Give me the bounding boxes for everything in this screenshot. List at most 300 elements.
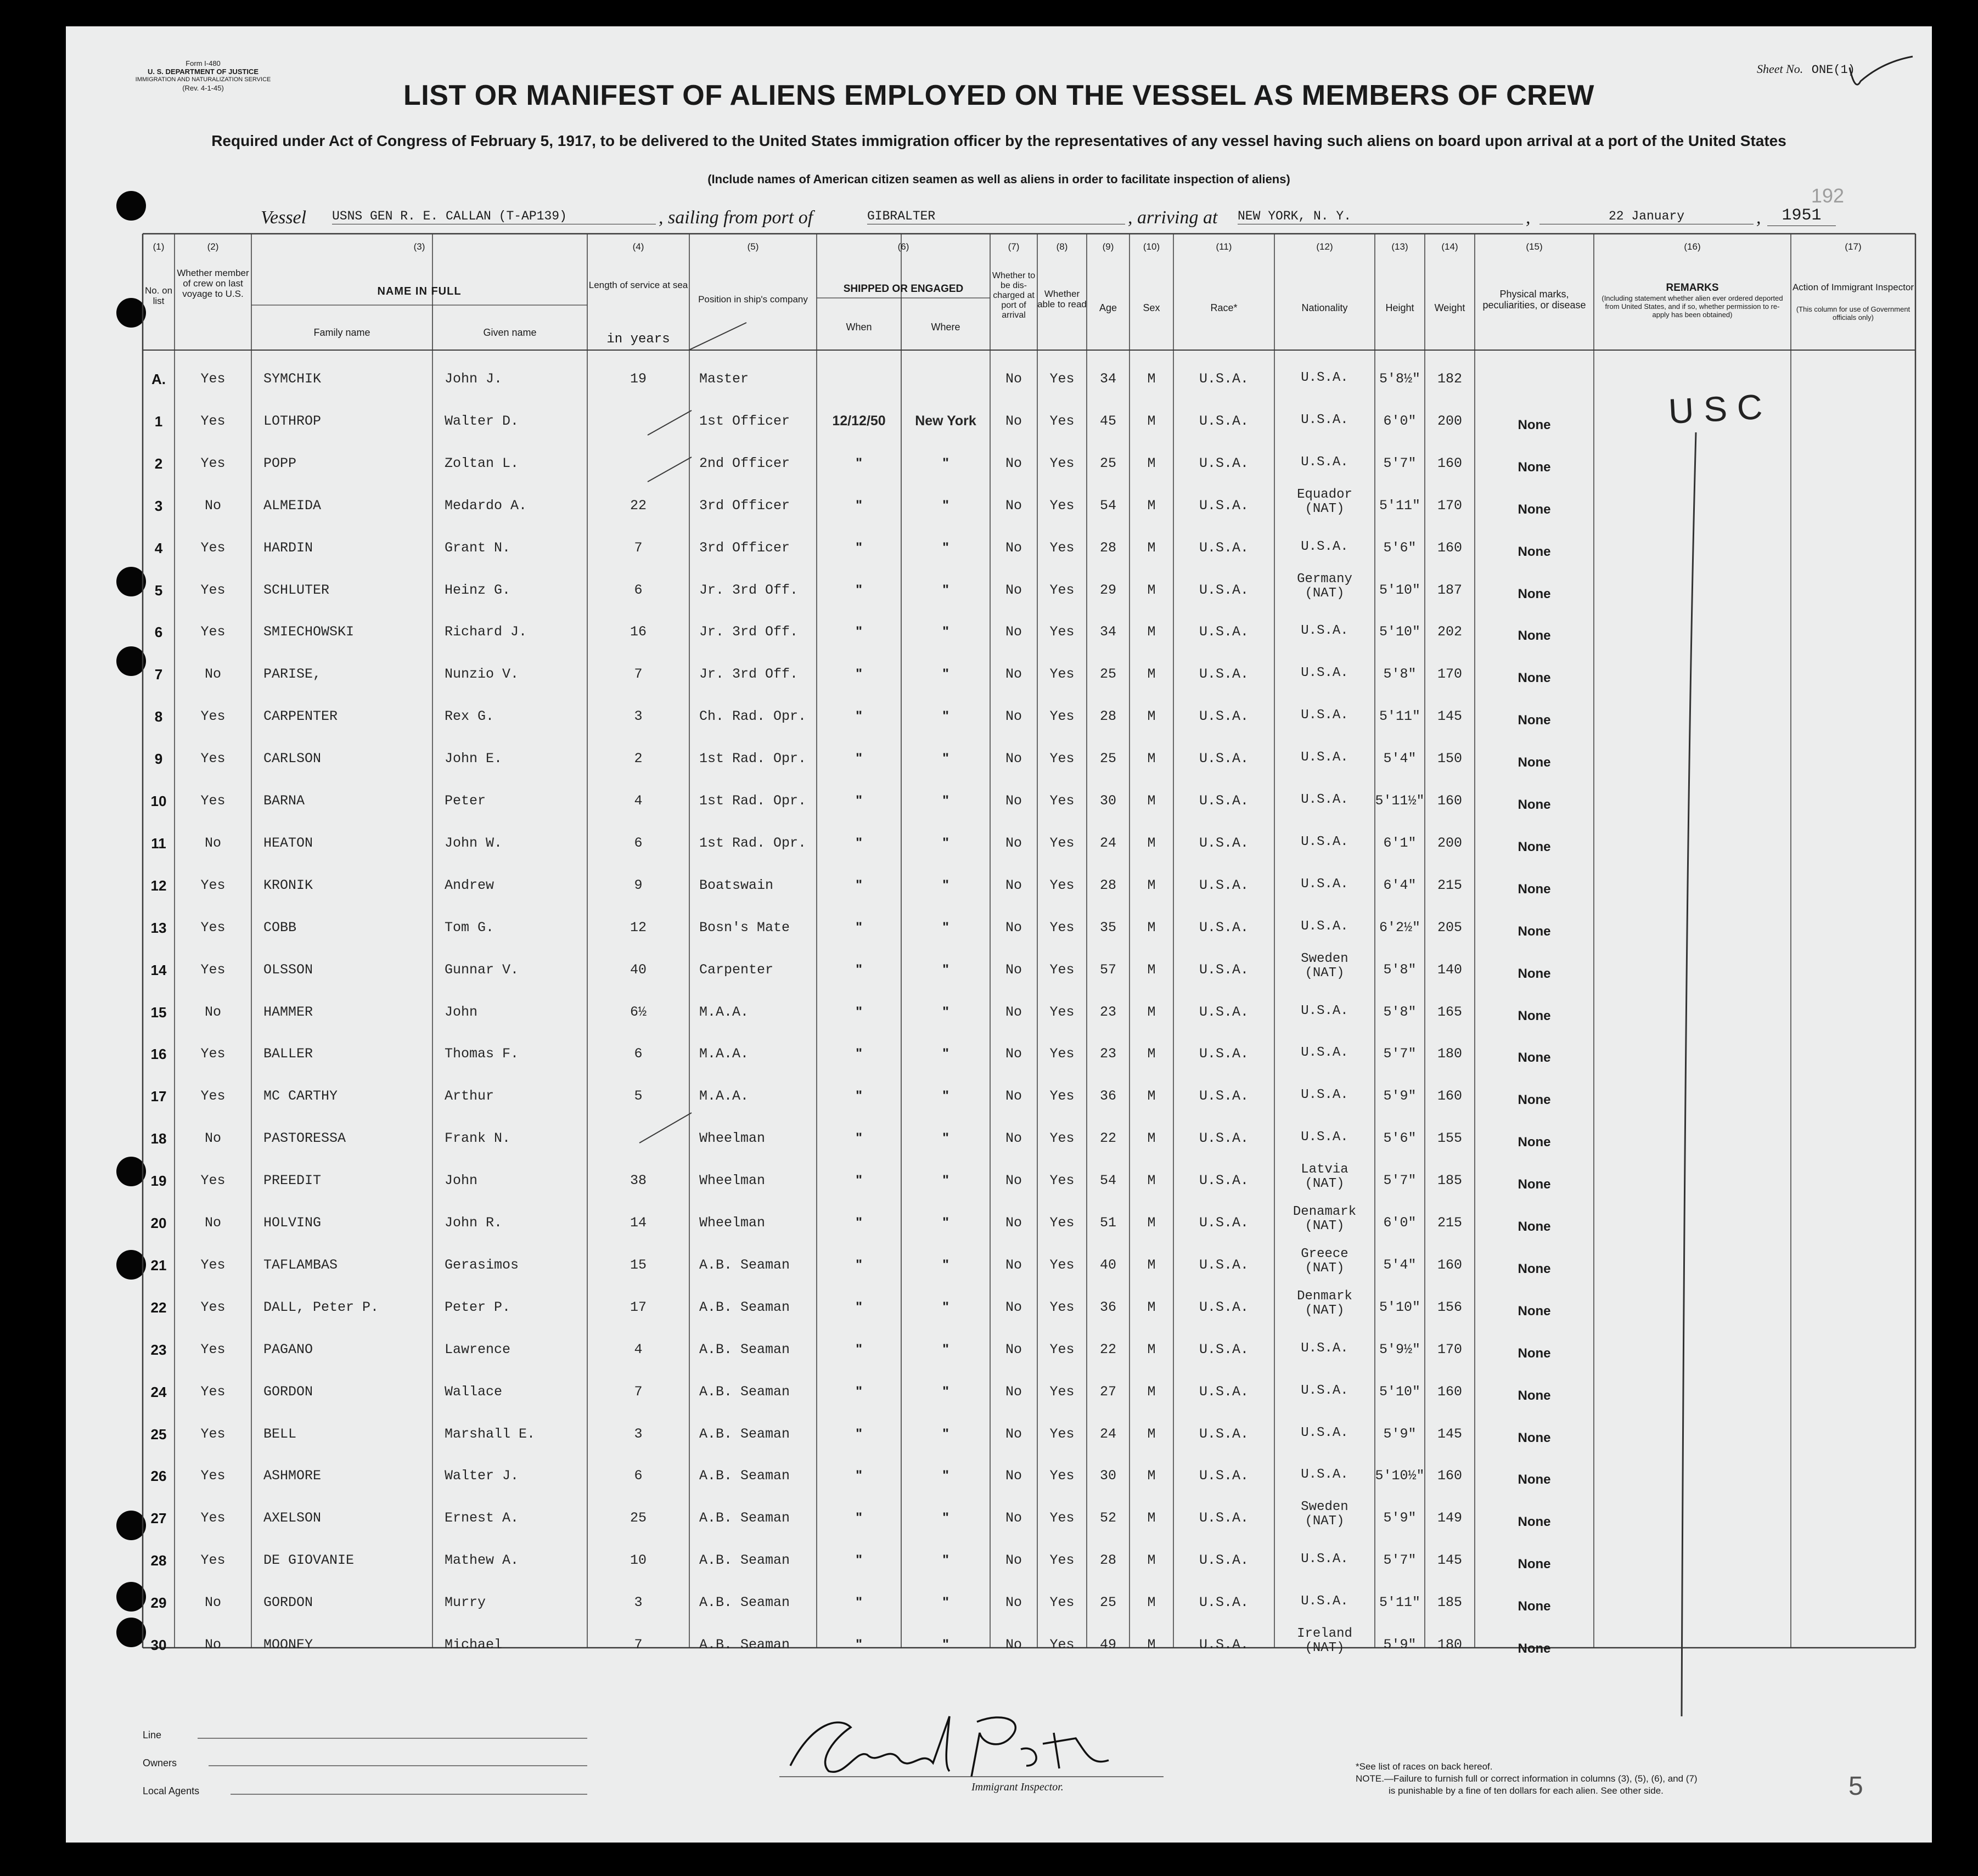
discharged-cell: No [1005, 793, 1022, 809]
given-name-cell: John [445, 1004, 478, 1020]
row-number: 14 [150, 961, 167, 978]
discharged-cell: No [1005, 1257, 1022, 1273]
weight-cell: 165 [1437, 1004, 1462, 1020]
column-number-17: (17) [1845, 241, 1862, 252]
row-number: 18 [150, 1130, 167, 1147]
physical-marks-cell: None [1518, 966, 1551, 981]
header-remarks-note: (Including statement whether alien ever ordered deported from United States, and if so, whether permission to re-apply has been obtained) [1601, 294, 1783, 319]
given-name-cell: John [445, 1173, 478, 1189]
prev-voyage-cell: Yes [200, 1468, 226, 1484]
discharged-cell: No [1005, 666, 1022, 683]
family-name-cell: PASTORESSA [263, 1130, 346, 1147]
discharged-cell: No [1005, 371, 1022, 387]
physical-marks-cell: None [1518, 628, 1551, 644]
sex-cell: M [1147, 1341, 1156, 1357]
nationality-cell: U.S.A. [1301, 1552, 1348, 1567]
manifest-sheet [66, 26, 1932, 1843]
column-number-9: (9) [1102, 241, 1114, 252]
family-name-cell: KRONIK [263, 877, 313, 893]
weight-cell: 160 [1437, 455, 1462, 471]
discharged-cell: No [1005, 751, 1022, 767]
row-number: 17 [150, 1088, 167, 1105]
service-years-cell: 22 [630, 497, 647, 514]
discharged-cell: No [1005, 539, 1022, 556]
sex-cell: M [1147, 1257, 1156, 1273]
nationality-cell: U.S.A. [1301, 750, 1348, 765]
age-cell: 36 [1099, 1299, 1116, 1315]
row-number: 12 [150, 877, 167, 894]
prev-voyage-cell: No [204, 1130, 221, 1147]
age-cell: 23 [1099, 1046, 1116, 1062]
race-cell: U.S.A. [1199, 413, 1249, 429]
stamp-number: 192 [1811, 184, 1844, 207]
physical-marks-cell: None [1518, 1388, 1551, 1403]
prev-voyage-cell: Yes [200, 751, 226, 767]
shipped-when-cell: " [856, 1046, 862, 1062]
given-name-cell: Marshall E. [445, 1426, 536, 1442]
family-name-cell: POPP [263, 455, 297, 471]
age-cell: 25 [1099, 455, 1116, 471]
footer-agents-label: Local Agents [143, 1785, 200, 1796]
able-to-read-cell: Yes [1049, 1468, 1075, 1484]
footnote-penalty-cont: is punishable by a fine of ten dollars for each alien. See other side. [1389, 1785, 1664, 1796]
header-shipped-engaged: SHIPPED OR ENGAGED [843, 283, 964, 295]
nationality-cell: U.S.A. [1301, 1594, 1348, 1609]
row-number: 2 [154, 455, 163, 472]
age-cell: 54 [1099, 497, 1116, 514]
race-cell: U.S.A. [1199, 582, 1249, 598]
able-to-read-cell: Yes [1049, 1215, 1075, 1231]
family-name-cell: TAFLAMBAS [263, 1257, 338, 1273]
height-cell: 5'11" [1379, 1595, 1420, 1611]
shipped-when-cell: " [856, 582, 862, 598]
row-number: 24 [150, 1383, 167, 1400]
service-name: IMMIGRATION AND NATURALIZATION SERVICE [135, 76, 271, 83]
able-to-read-cell: Yes [1049, 582, 1075, 598]
service-years-cell: 4 [634, 793, 643, 809]
nationality-line: Denmark [1297, 1288, 1352, 1304]
prev-voyage-cell: Yes [200, 1173, 226, 1189]
discharged-cell: No [1005, 497, 1022, 514]
able-to-read-cell: Yes [1049, 413, 1075, 429]
height-cell: 6'1" [1383, 835, 1417, 851]
physical-marks-cell: None [1518, 839, 1551, 854]
sex-cell: M [1147, 1426, 1156, 1442]
service-years-cell: 3 [634, 1426, 643, 1442]
given-name-cell: Rex G. [445, 708, 494, 725]
document-subnote: (Include names of American citizen seamen as well as aliens in order to facilitate inspection of aliens) [707, 172, 1290, 186]
shipped-where-cell: " [942, 835, 949, 850]
nationality-cell: U.S.A. [1301, 1383, 1348, 1398]
sex-cell: M [1147, 1004, 1156, 1020]
sheet-number-label: Sheet No. [1756, 62, 1803, 76]
header-sex: Sex [1143, 302, 1160, 313]
naturalized-mark: (NAT) [1305, 1219, 1345, 1233]
race-cell: U.S.A. [1199, 919, 1249, 936]
arriving-label: , arriving at [1128, 207, 1218, 228]
height-cell: 5'11½" [1375, 793, 1425, 809]
shipped-where-cell: New York [915, 413, 976, 429]
discharged-cell: No [1005, 1299, 1022, 1315]
position-cell: 3rd Officer [699, 497, 790, 514]
weight-cell: 170 [1437, 666, 1462, 683]
able-to-read-cell: Yes [1049, 1257, 1075, 1273]
physical-marks-cell: None [1518, 1177, 1551, 1192]
race-cell: U.S.A. [1199, 835, 1249, 851]
nationality-cell: U.S.A. [1301, 666, 1348, 681]
given-name-cell: Medardo A. [445, 497, 527, 514]
row-number: 13 [150, 919, 167, 936]
age-cell: 52 [1099, 1510, 1116, 1526]
discharged-cell: No [1005, 455, 1022, 471]
age-cell: 24 [1099, 835, 1116, 851]
race-cell: U.S.A. [1199, 539, 1249, 556]
shipped-where-cell: " [942, 1552, 949, 1568]
given-name-cell: Mathew A. [445, 1552, 519, 1569]
footer-line-label: Line [143, 1729, 162, 1740]
naturalized-mark: (NAT) [1305, 585, 1345, 601]
age-cell: 28 [1099, 1552, 1116, 1569]
shipped-where-cell: " [942, 1173, 949, 1188]
row-number: 4 [154, 539, 163, 556]
family-name-cell: HOLVING [263, 1215, 322, 1231]
weight-cell: 160 [1437, 793, 1462, 809]
position-cell: Jr. 3rd Off. [699, 582, 799, 598]
prev-voyage-cell: No [204, 1215, 221, 1231]
discharged-cell: No [1005, 582, 1022, 598]
vessel-label: Vessel [261, 207, 307, 228]
shipped-when-cell: " [856, 961, 862, 977]
sex-cell: M [1147, 455, 1156, 471]
shipped-where-cell: " [942, 1046, 949, 1062]
physical-marks-cell: None [1518, 1599, 1551, 1614]
physical-marks-cell: None [1518, 1050, 1551, 1066]
service-years-cell: 12 [630, 919, 647, 936]
shipped-when-cell: " [856, 1383, 862, 1399]
nationality-cell [1274, 1500, 1375, 1529]
vessel-line: Vessel USNS GEN R. E. CALLAN (T-AP139) , sailing from port of GIBRALTER , arriving at NEW YORK, N. Y. , 22 January , 1951 [261, 207, 1836, 235]
height-cell: 5'7" [1383, 1173, 1417, 1189]
sex-cell: M [1147, 1468, 1156, 1484]
service-years-cell: 15 [630, 1257, 647, 1273]
position-cell: A.B. Seaman [699, 1426, 790, 1442]
weight-cell: 145 [1437, 1552, 1462, 1569]
nationality-line: Greece [1301, 1246, 1348, 1261]
shipped-where-cell: " [942, 708, 949, 724]
height-cell: 5'10" [1379, 1383, 1420, 1400]
age-cell: 30 [1099, 1468, 1116, 1484]
inspector-label: Immigrant Inspector. [971, 1781, 1064, 1793]
family-name-cell: ALMEIDA [263, 497, 322, 514]
age-cell: 30 [1099, 793, 1116, 809]
row-number: 15 [150, 1004, 167, 1021]
family-name-cell: SYMCHIK [263, 371, 322, 387]
nationality-cell: U.S.A. [1301, 1340, 1348, 1356]
height-cell: 5'9½" [1379, 1341, 1420, 1357]
able-to-read-cell: Yes [1049, 877, 1075, 893]
nationality-cell [1274, 952, 1375, 981]
physical-marks-cell: None [1518, 797, 1551, 812]
able-to-read-cell: Yes [1049, 1341, 1075, 1357]
given-name-cell: Peter [445, 793, 486, 809]
header-service-unit: in years [606, 332, 670, 347]
family-name-cell: DE GIOVANIE [263, 1552, 355, 1569]
weight-cell: 160 [1437, 539, 1462, 556]
nationality-cell [1274, 572, 1375, 601]
family-name-cell: GORDON [263, 1383, 313, 1400]
physical-marks-cell: None [1518, 1261, 1551, 1276]
position-cell: A.B. Seaman [699, 1552, 790, 1569]
position-cell: Wheelman [699, 1173, 766, 1189]
discharged-cell: No [1005, 1637, 1022, 1653]
physical-marks-cell: None [1518, 713, 1551, 728]
shipped-when-cell: " [856, 1004, 862, 1019]
physical-marks-cell: None [1518, 1219, 1551, 1234]
age-cell: 34 [1099, 624, 1116, 640]
sex-cell: M [1147, 666, 1156, 683]
sex-cell: M [1147, 708, 1156, 725]
service-years-cell: 7 [634, 1383, 643, 1400]
position-cell: Boatswain [699, 877, 774, 893]
shipped-when-cell: " [856, 1510, 862, 1526]
age-cell: 49 [1099, 1637, 1116, 1653]
row-number: 21 [150, 1257, 167, 1274]
weight-cell: 200 [1437, 413, 1462, 429]
shipped-where-cell: " [942, 1257, 949, 1272]
able-to-read-cell: Yes [1049, 1046, 1075, 1062]
shipped-where-cell: " [942, 624, 949, 640]
race-cell: U.S.A. [1199, 1088, 1249, 1105]
able-to-read-cell: Yes [1049, 1426, 1075, 1442]
discharged-cell: No [1005, 1173, 1022, 1189]
given-name-cell: Gunnar V. [445, 961, 519, 978]
able-to-read-cell: Yes [1049, 1173, 1075, 1189]
height-cell: 5'11" [1379, 708, 1420, 725]
race-cell: U.S.A. [1199, 961, 1249, 978]
position-cell: Master [699, 371, 749, 387]
shipped-where-cell: " [942, 1004, 949, 1019]
prev-voyage-cell: Yes [200, 1299, 226, 1315]
height-cell: 5'9" [1383, 1088, 1417, 1105]
service-years-cell: 17 [630, 1299, 647, 1315]
nationality-cell: U.S.A. [1301, 792, 1348, 807]
family-name-cell: SMIECHOWSKI [263, 624, 355, 640]
discharged-cell: No [1005, 1595, 1022, 1611]
nationality-cell [1274, 1163, 1375, 1191]
prev-voyage-cell: Yes [200, 793, 226, 809]
punch-hole [116, 1157, 146, 1186]
revision-date: (Rev. 4-1-45) [182, 84, 224, 92]
service-years-cell: 40 [630, 961, 647, 978]
header-height: Height [1385, 302, 1414, 313]
header-remarks: REMARKS [1666, 282, 1719, 294]
physical-marks-cell: None [1518, 671, 1551, 686]
sex-cell: M [1147, 624, 1156, 640]
height-cell: 5'8" [1383, 666, 1417, 683]
race-cell: U.S.A. [1199, 371, 1249, 387]
service-years-cell: 38 [630, 1173, 647, 1189]
nationality-cell: U.S.A. [1301, 834, 1348, 849]
row-number: 6 [154, 624, 163, 641]
row-number: 19 [150, 1173, 167, 1190]
age-cell: 40 [1099, 1257, 1116, 1273]
discharged-cell: No [1005, 961, 1022, 978]
remarks-note: USC [1667, 386, 1773, 431]
age-cell: 22 [1099, 1341, 1116, 1357]
prev-voyage-cell: Yes [200, 1046, 226, 1062]
row-number: 25 [150, 1426, 167, 1443]
weight-cell: 160 [1437, 1257, 1462, 1273]
nationality-cell [1274, 1205, 1375, 1233]
physical-marks-cell: None [1518, 1135, 1551, 1150]
column-number-16: (16) [1684, 241, 1701, 252]
able-to-read-cell: Yes [1049, 1637, 1075, 1653]
naturalized-mark: (NAT) [1305, 965, 1345, 981]
shipped-where-cell: " [942, 877, 949, 893]
service-years-cell: 3 [634, 708, 643, 725]
sex-cell: M [1147, 877, 1156, 893]
physical-marks-cell: None [1518, 1514, 1551, 1530]
shipped-where-cell: " [942, 1383, 949, 1399]
family-name-cell: OLSSON [263, 961, 313, 978]
column-number-2: (2) [207, 241, 219, 252]
family-name-cell: HEATON [263, 835, 313, 851]
nationality-cell: U.S.A. [1301, 708, 1348, 723]
sex-cell: M [1147, 1215, 1156, 1231]
weight-cell: 202 [1437, 624, 1462, 640]
position-cell: M.A.A. [699, 1004, 749, 1020]
arrival-date: 22 January [1539, 209, 1754, 224]
naturalized-mark: (NAT) [1305, 1641, 1345, 1655]
height-cell: 5'10" [1379, 582, 1420, 598]
shipped-when-cell: " [856, 1595, 862, 1610]
row-number: 7 [154, 666, 163, 683]
prev-voyage-cell: Yes [200, 961, 226, 978]
naturalized-mark: (NAT) [1305, 1303, 1345, 1318]
shipped-where-cell: " [942, 1510, 949, 1526]
given-name-cell: Nunzio V. [445, 666, 519, 683]
age-cell: 28 [1099, 877, 1116, 893]
shipped-where-cell: " [942, 455, 949, 471]
race-cell: U.S.A. [1199, 1468, 1249, 1484]
height-cell: 5'8½" [1379, 371, 1420, 387]
shipped-where-cell: " [942, 666, 949, 682]
header-length-service: Length of service at sea [588, 280, 688, 290]
able-to-read-cell: Yes [1049, 455, 1075, 471]
able-to-read-cell: Yes [1049, 1088, 1075, 1105]
footer-blank-lines [176, 1733, 593, 1804]
discharged-cell: No [1005, 1383, 1022, 1400]
race-cell: U.S.A. [1199, 455, 1249, 471]
height-cell: 6'4" [1383, 877, 1417, 893]
age-cell: 25 [1099, 751, 1116, 767]
shipped-when-cell: " [856, 666, 862, 682]
shipped-when-cell: " [856, 835, 862, 850]
service-years-cell: 10 [630, 1552, 647, 1569]
prev-voyage-cell: Yes [200, 1383, 226, 1400]
row-number: 11 [151, 835, 166, 852]
given-name-cell: Gerasimos [445, 1257, 519, 1273]
column-number-12: (12) [1316, 241, 1333, 252]
family-name-cell: ASHMORE [263, 1468, 322, 1484]
nationality-line: Sweden [1301, 1500, 1348, 1515]
given-name-cell: Lawrence [445, 1341, 511, 1357]
shipped-when-cell: " [856, 708, 862, 724]
shipped-when-cell: " [856, 1637, 862, 1652]
nationality-cell: U.S.A. [1301, 1425, 1348, 1440]
weight-cell: 156 [1437, 1299, 1462, 1315]
shipped-when-cell: " [856, 455, 862, 471]
sheet-number-value: ONE(1) [1811, 63, 1855, 77]
shipped-where-cell: " [942, 1088, 949, 1104]
physical-marks-cell: None [1518, 544, 1551, 559]
discharged-cell: No [1005, 1510, 1022, 1526]
given-name-cell: Andrew [445, 877, 494, 893]
shipped-when-cell: " [856, 1257, 862, 1272]
header-age: Age [1099, 302, 1117, 313]
sex-cell: M [1147, 919, 1156, 936]
height-cell: 5'4" [1383, 1257, 1417, 1273]
weight-cell: 170 [1437, 497, 1462, 514]
position-cell: A.B. Seaman [699, 1595, 790, 1611]
row-number: 20 [150, 1215, 167, 1231]
row-number: 1 [154, 413, 163, 430]
sex-cell: M [1147, 793, 1156, 809]
height-cell: 5'9" [1383, 1510, 1417, 1526]
race-cell: U.S.A. [1199, 708, 1249, 725]
given-name-cell: Thomas F. [445, 1046, 519, 1062]
department-name: U. S. DEPARTMENT OF JUSTICE [148, 67, 259, 76]
weight-cell: 160 [1437, 1383, 1462, 1400]
able-to-read-cell: Yes [1049, 708, 1075, 725]
prev-voyage-cell: No [204, 666, 221, 683]
height-cell: 6'2½" [1379, 919, 1420, 936]
shipped-when-cell: " [856, 919, 862, 935]
shipped-when-cell: " [856, 1468, 862, 1484]
given-name-cell: Wallace [445, 1383, 503, 1400]
header-weight: Weight [1434, 302, 1465, 313]
prev-voyage-cell: Yes [200, 455, 226, 471]
sailing-label: , sailing from port of [659, 207, 813, 228]
column-number-1: (1) [153, 241, 165, 252]
port-to: NEW YORK, N. Y. [1238, 209, 1523, 224]
shipped-where-cell: " [942, 961, 949, 977]
header-no-on-list: No. on list [144, 285, 173, 306]
naturalized-mark: (NAT) [1305, 1514, 1345, 1529]
shipped-when-cell: " [856, 539, 862, 555]
physical-marks-cell: None [1518, 881, 1551, 897]
able-to-read-cell: Yes [1049, 835, 1075, 851]
able-to-read-cell: Yes [1049, 1552, 1075, 1569]
age-cell: 57 [1099, 961, 1116, 978]
height-cell: 5'10½" [1375, 1468, 1425, 1484]
family-name-cell: MC CARTHY [263, 1088, 338, 1105]
position-cell: M.A.A. [699, 1088, 749, 1105]
position-cell: 1st Rad. Opr. [699, 793, 807, 809]
nationality-cell: U.S.A. [1301, 1467, 1348, 1483]
nationality-cell: U.S.A. [1301, 1003, 1348, 1018]
discharged-cell: No [1005, 624, 1022, 640]
physical-marks-cell: None [1518, 923, 1551, 939]
shipped-when-cell: " [856, 877, 862, 893]
port-from: GIBRALTER [867, 209, 1125, 224]
height-cell: 5'6" [1383, 1130, 1417, 1147]
header-able-to-read: Whether able to read [1037, 289, 1087, 309]
column-number-15: (15) [1526, 241, 1543, 252]
sheet-checkmark [1844, 51, 1915, 95]
nationality-cell [1274, 1247, 1375, 1276]
age-cell: 36 [1099, 1088, 1116, 1105]
